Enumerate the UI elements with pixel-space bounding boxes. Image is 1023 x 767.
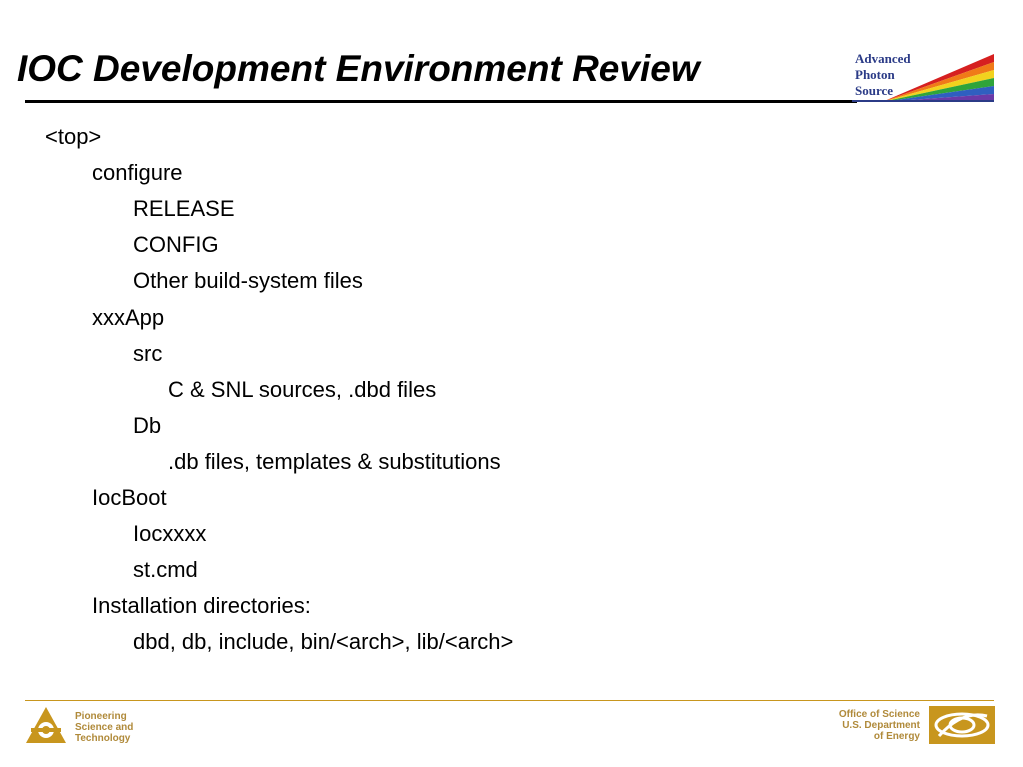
- footer-doe-line-3: of Energy: [873, 731, 920, 742]
- footer-doe-text: [839, 709, 920, 742]
- footer-tagline-line-3: Technology: [75, 733, 131, 744]
- outline-item: IocBoot: [92, 485, 167, 510]
- outline-item: RELEASE: [133, 196, 235, 222]
- outline-item: <top>: [45, 124, 102, 149]
- footer-doe-line-1: Office of Science: [838, 709, 920, 720]
- outline-item: dbd, db, include, bin/<arch>, lib/<arch>: [133, 629, 514, 655]
- aps-logo: [852, 48, 994, 104]
- outline-item: Installation directories:: [92, 593, 311, 619]
- footer-tagline: [75, 711, 133, 744]
- outline-item: Db: [133, 412, 162, 438]
- title-underline: [25, 100, 857, 103]
- outline-item: src: [133, 340, 163, 366]
- doe-logo-icon: [929, 706, 995, 744]
- argonne-logo-icon: [25, 705, 67, 745]
- footer-doe-line-2: U.S. Department: [842, 720, 920, 731]
- slide-title: IOC Development Environment Review: [17, 48, 700, 89]
- outline-item: st.cmd: [133, 557, 198, 583]
- aps-logo-line-1: Advanced: [855, 51, 911, 66]
- outline-item: configure: [92, 160, 183, 186]
- outline-item: xxxApp: [92, 304, 165, 330]
- aps-logo-text: [855, 51, 911, 99]
- footer-divider: [25, 700, 994, 701]
- outline-item: CONFIG: [133, 232, 219, 258]
- footer-tagline-line-1: Pioneering: [75, 711, 127, 722]
- outline-item: C & SNL sources, .dbd files: [168, 376, 437, 402]
- aps-logo-line-2: Photon: [855, 67, 895, 82]
- aps-logo-line-3: Source: [855, 83, 894, 98]
- footer-tagline-line-2: Science and: [75, 722, 134, 733]
- outline-item: Other build-system files: [133, 268, 363, 294]
- outline-item: .db files, templates & substitutions: [168, 448, 501, 474]
- outline-item: Iocxxxx: [133, 521, 207, 547]
